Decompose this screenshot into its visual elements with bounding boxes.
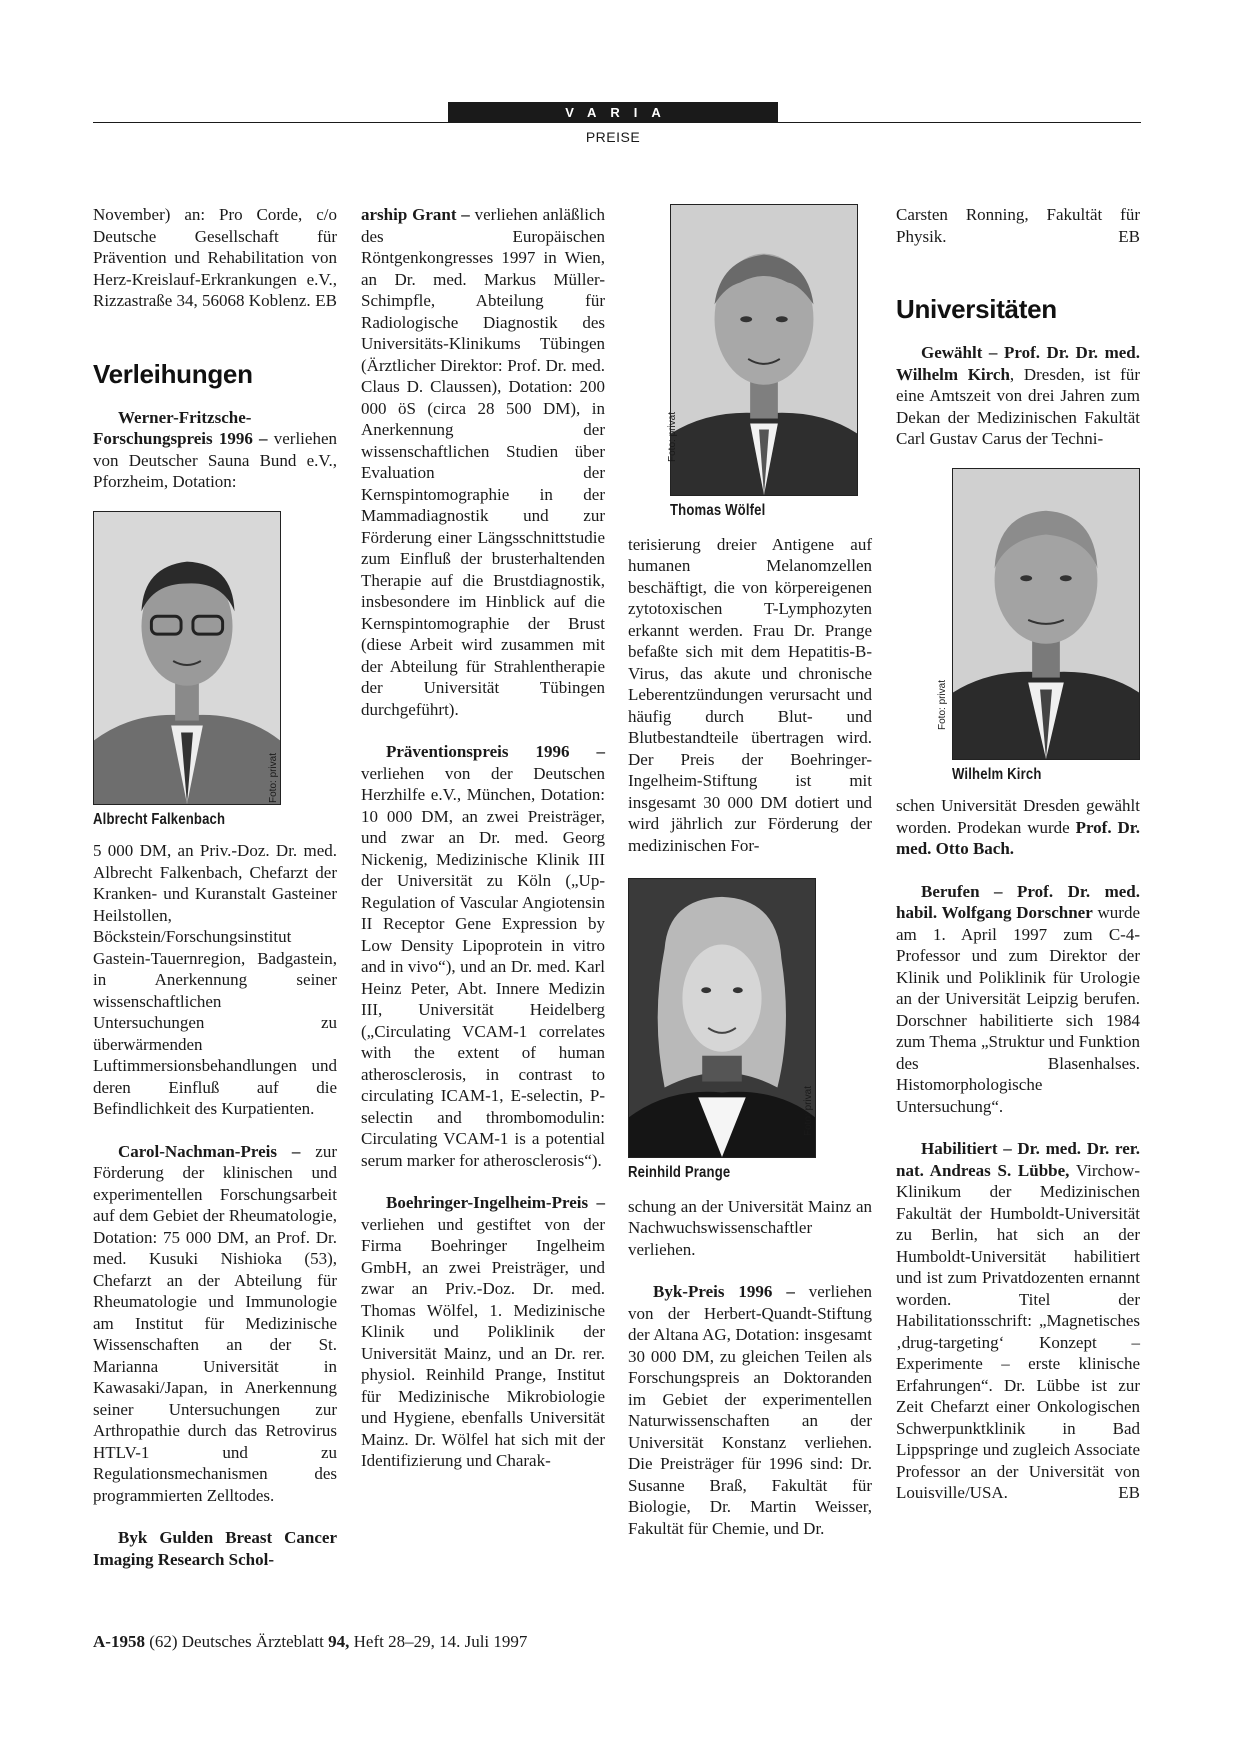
heading-verleihungen: Verleihungen xyxy=(93,358,253,389)
column-2 xyxy=(361,204,605,1472)
portrait-prange xyxy=(628,878,872,1184)
photo xyxy=(628,878,816,1158)
paragraph: schen Universität Dresden gewählt worden. Prodekan wurde Prof. Dr. med. Otto Bach. xyxy=(896,796,1140,858)
photo-caption: Albrecht Falkenbach xyxy=(93,810,226,828)
portrait-falkenbach xyxy=(93,511,337,831)
page-footer: A-1958 (62) Deutsches Ärzteblatt 94, Heft 28–29, 14. Juli 1997 xyxy=(93,1632,528,1651)
paragraph: Habilitiert – Dr. med. Dr. rer. nat. Andreas S. Lübbe, Virchow-Klinikum der Medizinischen Fakultät der Humboldt-Universität zu Berlin, hat sich an der Humboldt-Universität habilitiert und ist zum Privatdozenten ernannt worden. Titel der Habilitationsschrift: „Magnetisches ‚drug-targeting‘ Konzept – Experimente – erste klinische Erfahrungen“. Dr. Lübbe ist zur Zeit Chefarzt einer Onkologischen Schwerpunktklinik in Bad Lippspringe und zugleich Associate Professor an der Universität von Louisville/USA. EB xyxy=(896,1139,1140,1502)
header-rule xyxy=(93,122,1141,123)
photo-credit: Foto: privat xyxy=(268,752,279,803)
paragraph: Boehringer-Ingelheim-Preis – verliehen und gestiftet von der Firma Boehringer Ingelheim GmbH, an zwei Preisträger, und zwar an Priv.-Doz. Dr. med. Thomas Wölfel, 1. Medizinische Klinik und Poliklinik der Universität Mainz, und an Dr. rer. physiol. Reinhild Prange, Institut für Medizinische Mikrobiologie und Hygiene, ebenfalls Universität Mainz. Dr. Wölfel hat sich mit der Identifizierung und Charak- xyxy=(361,1193,605,1470)
paragraph: Gewählt – Prof. Dr. Dr. med. Wilhelm Kirch, Dresden, ist für eine Amtszeit von drei Jahren zum Dekan der Medizinischen Fakultät Carl Gustav Carus der Techni- xyxy=(896,343,1140,448)
photo xyxy=(670,204,858,496)
column-4 xyxy=(896,204,1140,1504)
author-signature: EB xyxy=(1118,226,1140,246)
paragraph: 5 000 DM, an Priv.-Doz. Dr. med. Albrecht Falkenbach, Chefarzt der Kranken- und Kuranstalt Gasteiner Heilstollen, Böckstein/Forschungsinstitut Gastein-Tauernregion, Badgastein, in Anerkennung seiner wissenschaftlichen Untersuchungen zu überwärmenden Luftimmersionsbehandlungen und deren Einfluß auf die Befindlichkeit des Kurpatienten. xyxy=(93,841,337,1118)
portrait-woelfel xyxy=(628,204,872,522)
column-3 xyxy=(628,204,872,1539)
section-label: VARIA xyxy=(448,102,778,123)
portrait-kirch xyxy=(896,468,1140,786)
paragraph: Werner-Fritzsche-Forschungspreis 1996 – verliehen von Deutscher Sauna Bund e.V., Pforzheim, Dotation: xyxy=(93,407,337,491)
paragraph: Carsten Ronning, Fakultät für Physik. EB xyxy=(896,205,1140,246)
photo-caption: Reinhild Prange xyxy=(628,1164,731,1181)
photo xyxy=(93,511,281,805)
photo xyxy=(952,468,1140,760)
paragraph: terisierung dreier Antigene auf humanen Melanomzellen beschäftigt, die von körpereigenen zytotoxischen T-Lymphozyten erkannt werden. Frau Dr. Prange befaßte sich mit dem Hepatitis-B-Virus, das akute und chronische Leberentzündungen verursacht und häufig durch Blut- und Blutbestandteile übertragen wird. Der Preis der Boehringer-Ingelheim-Stiftung ist mit insgesamt 30 000 DM dotiert und wird jährlich zur Förderung der medizinischen For- xyxy=(628,534,872,855)
author-signature: EB xyxy=(315,291,337,310)
paragraph: schung an der Universität Mainz an Nachwuchswissenschaftler verliehen. xyxy=(628,1196,872,1259)
paragraph: Byk-Preis 1996 – verliehen von der Herbert-Quandt-Stiftung der Altana AG, Dotation: insgesamt 30 000 DM, zu gleichen Teilen als Forschungspreis an Doktoranden im Gebiet der experimentellen Naturwissenschaften an der Universität Konstanz verliehen. Die Preisträger für 1996 sind: Dr. Susanne Braß, Fakultät für Biologie, Dr. Martin Weisser, Fakultät für Chemie, und Dr. xyxy=(628,1282,872,1538)
page-number: A-1958 xyxy=(93,1632,145,1651)
portrait-photo-image xyxy=(94,512,280,804)
photo-caption: Thomas Wölfel xyxy=(670,502,766,519)
photo-caption: Wilhelm Kirch xyxy=(952,765,1042,783)
photo-credit: Foto: privat xyxy=(937,679,948,730)
portrait-photo-image xyxy=(629,879,815,1157)
paragraph: Berufen – Prof. Dr. med. habil. Wolfgang Dorschner wurde am 1. April 1997 zum C-4-Professor und zum Direktor der Klinik und Poliklinik für Urologie an der Universität Leipzig berufen. Dorschner habilitierte sich 1984 zum Thema „Struktur und Funktion des Blasenhalses. Histomorphologische Untersuchung“. xyxy=(896,881,1141,1116)
paragraph: Byk Gulden Breast Cancer Imaging Research Schol- xyxy=(93,1528,337,1569)
portrait-photo-image xyxy=(671,205,857,495)
author-signature: EB xyxy=(1118,1483,1140,1502)
heading-universitaeten: Universitäten xyxy=(896,294,1057,324)
paragraph: Präventionspreis 1996 – verliehen von der Deutschen Herzhilfe e.V., München, Dotation: 10 000 DM, an zwei Preisträger, und zwar an Dr. med. Georg Nickenig, Medizinische Klinik III der Universität zu Köln („Up-Regulation of Vascular Angiotensin II Receptor Gene Expression by Low Density Lipoprotein in vitro and in vivo“), und an Dr. med. Karl Heinz Peter, Abt. Innere Medizin III, Universität Heidelberg („Circulating VCAM-1 correlates with the extent of human atherosclerosis, in contrast to circulating ICAM-1, E-selectin, P-selectin and thrombomodulin: Circulating VCAM-1 is a potential serum marker for atherosclerosis“). xyxy=(361,742,605,1170)
subsection-label: PREISE xyxy=(585,129,641,145)
paragraph: arship Grant – verliehen anläßlich des Europäischen Röntgenkongresses 1997 in Wien, an Dr. med. Markus Müller-Schimpfle, Abteilung für Radiologische Diagnostik des Universitäts-Klinikums Tübingen (Ärztlicher Direktor: Prof. Dr. med. Claus D. Claussen), Dotation: 200 000 öS (circa 28 500 DM), in Anerkennung der wissenschaftlichen Studien über Evaluation der Kernspintomographie in der Mammadiagnostik und zur Förderung einer Längsschnittstudie zum Einfluß der brusterhaltenden Therapie auf die Brustdiagnostik, insbesondere im Hinblick auf die Kernspintomographie der Brust (diese Arbeit wird zusammen mit der Abteilung für Strahlentherapie der Universität Tübingen durchgeführt). xyxy=(361,205,605,719)
photo-credit: Foto: privat xyxy=(803,1085,814,1136)
portrait-photo-image xyxy=(953,469,1139,759)
paragraph: November) an: Pro Corde, c/o Deutsche Gesellschaft für Prävention und Rehabilitation von Herz-Kreislauf-Erkrankungen e.V., Rizzastraße 34, 56068 Koblenz. EB xyxy=(93,205,337,310)
paragraph: Carol-Nachman-Preis – zur Förderung der klinischen und experimentellen Forschungsarbeit auf dem Gebiet der Rheumatologie, Dotation: 75 000 DM, an Prof. Dr. med. Kusuki Nishioka (53), Chefarzt an der Abteilung für Rheumatologie und Immunologie am Institut für Medizinische Wissenschaften an der St. Marianna Universität in Kawasaki/Japan, in Anerkennung seiner Untersuchungen zur Arthropathie durch das Retrovirus HTLV-1 und zu Regulationsmechanismen des programmierten Zelltodes. xyxy=(93,1141,337,1505)
photo-credit: Foto: privat xyxy=(667,411,678,462)
column-1 xyxy=(93,204,337,1570)
